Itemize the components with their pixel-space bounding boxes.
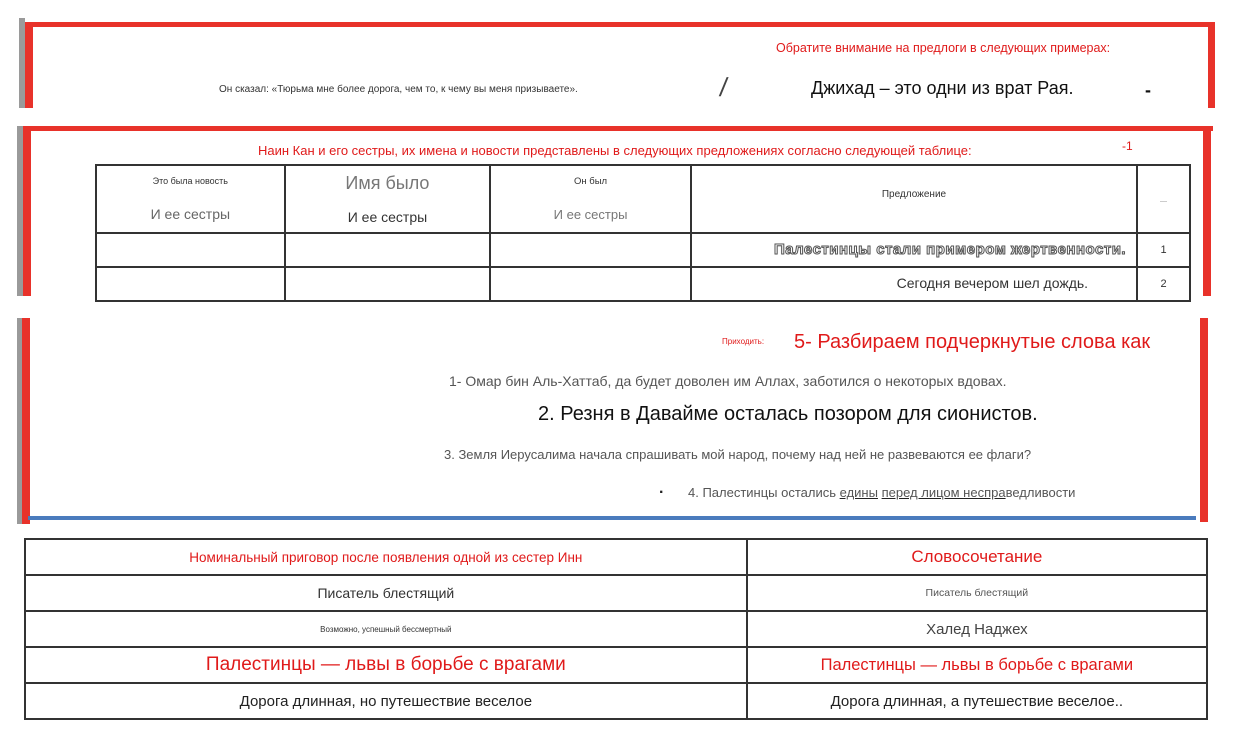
section3-item-4 [688, 485, 1075, 500]
underlined-word: едины [839, 485, 878, 500]
answer-cell[interactable] [96, 233, 285, 267]
table-row [25, 575, 1207, 611]
answer-cell[interactable] [490, 267, 691, 301]
table-row [96, 233, 1190, 267]
section2-top-border [23, 126, 1213, 131]
header-top: Имя было [345, 173, 430, 194]
section3-item-1: 1- Омар бин Аль-Хаттаб, да будет доволен им Аллах, заботился о некоторых вдовах. [449, 373, 1007, 389]
section3-heading: 5- Разбираем подчеркнутые слова как [794, 331, 1151, 353]
header-bottom: И ее сестры [553, 207, 628, 222]
bullet-dot: . [659, 480, 664, 497]
section1-right-border [1208, 22, 1215, 108]
section2-right-border [1203, 126, 1211, 296]
answer-cell[interactable] [285, 233, 491, 267]
section1-top-border [25, 22, 1215, 27]
table-row [96, 267, 1190, 301]
nominal-cell: Дорога длинная, но путешествие веселое [25, 683, 747, 719]
header-top: Предложение [881, 189, 947, 200]
section1-heading: Обратите внимание на предлоги в следующих примерах: [776, 41, 1111, 55]
header-cell-number [1137, 165, 1190, 233]
sentence-cell [691, 233, 1137, 267]
section2-number: -1 [1122, 139, 1133, 153]
section3-item-3: 3. Земля Иерусалима начала спрашивать мой народ, почему над ней не развеваются ее флаги? [444, 447, 1032, 462]
section3-prefix: Приходить: [722, 337, 765, 346]
nasikh-table-header [96, 165, 1190, 233]
table-row [25, 683, 1207, 719]
section1-dash: - [1145, 80, 1151, 100]
section1-quote: Он сказал: «Тюрьма мне более дорога, чем то, к чему вы меня призываете». [219, 84, 578, 95]
header-phrase: Словосочетание [747, 539, 1207, 575]
nominal-cell: Возможно, успешный бессмертный [25, 611, 747, 647]
header-nominal-sentence: Номинальный приговор после появления одной из сестер Инн [25, 539, 747, 575]
header-cell-inna-name [285, 165, 491, 233]
answer-cell[interactable] [490, 233, 691, 267]
section1-example: Джихад – это одни из врат Рая. [811, 78, 1074, 98]
section3-item-2: 2. Резня в Давайме осталась позором для сионистов. [538, 403, 1038, 425]
section3-left-border [22, 318, 30, 524]
section1-left-border [25, 22, 33, 108]
sentence-cell [691, 267, 1137, 301]
slash-separator: / [717, 72, 730, 102]
table-row [25, 611, 1207, 647]
sentence-text: Палестинцы стали примером жертвенности. [773, 241, 1127, 258]
phrase-cell: Палестинцы — львы в борьбе с врагами [747, 647, 1207, 683]
section2-left-border [23, 126, 31, 296]
header-bottom: И ее сестры [347, 208, 428, 225]
answer-cell[interactable] [96, 267, 285, 301]
underlined-phrase: перед лицом неспра [881, 485, 1006, 500]
answer-cell[interactable] [285, 267, 491, 301]
header-cell-kana-news [96, 165, 285, 233]
header-top: Это была новость [152, 176, 228, 186]
section2-heading: Наин Кан и его сестры, их имена и новости представлены в следующих предложениях согласно следующей таблице: [258, 143, 972, 158]
nominal-cell: Палестинцы — львы в борьбе с врагами [25, 647, 747, 683]
header-cell-kana-name [490, 165, 691, 233]
nominal-cell: Писатель блестящий [25, 575, 747, 611]
header-bottom: И ее сестры [150, 206, 231, 222]
section3-right-border [1200, 318, 1208, 522]
header-top: — [1160, 198, 1168, 205]
item4-end: ведливости [1005, 485, 1076, 500]
header-top: Он был [574, 176, 608, 187]
section3-bottom-divider [28, 516, 1196, 520]
phrase-cell: Дорога длинная, а путешествие веселое.. [747, 683, 1207, 719]
row-number: 1 [1137, 233, 1190, 267]
sentence-text: Сегодня вечером шел дождь. [896, 275, 1089, 291]
comparison-header-row [25, 539, 1207, 575]
item4-start: 4. Палестинцы остались [688, 485, 840, 500]
table-row [25, 647, 1207, 683]
phrase-cell: Писатель блестящий [747, 575, 1207, 611]
header-cell-sentence [691, 165, 1137, 233]
row-number: 2 [1137, 267, 1190, 301]
phrase-cell: Халед Наджех [747, 611, 1207, 647]
comparison-table [24, 538, 1208, 720]
nasikh-table [95, 164, 1191, 302]
